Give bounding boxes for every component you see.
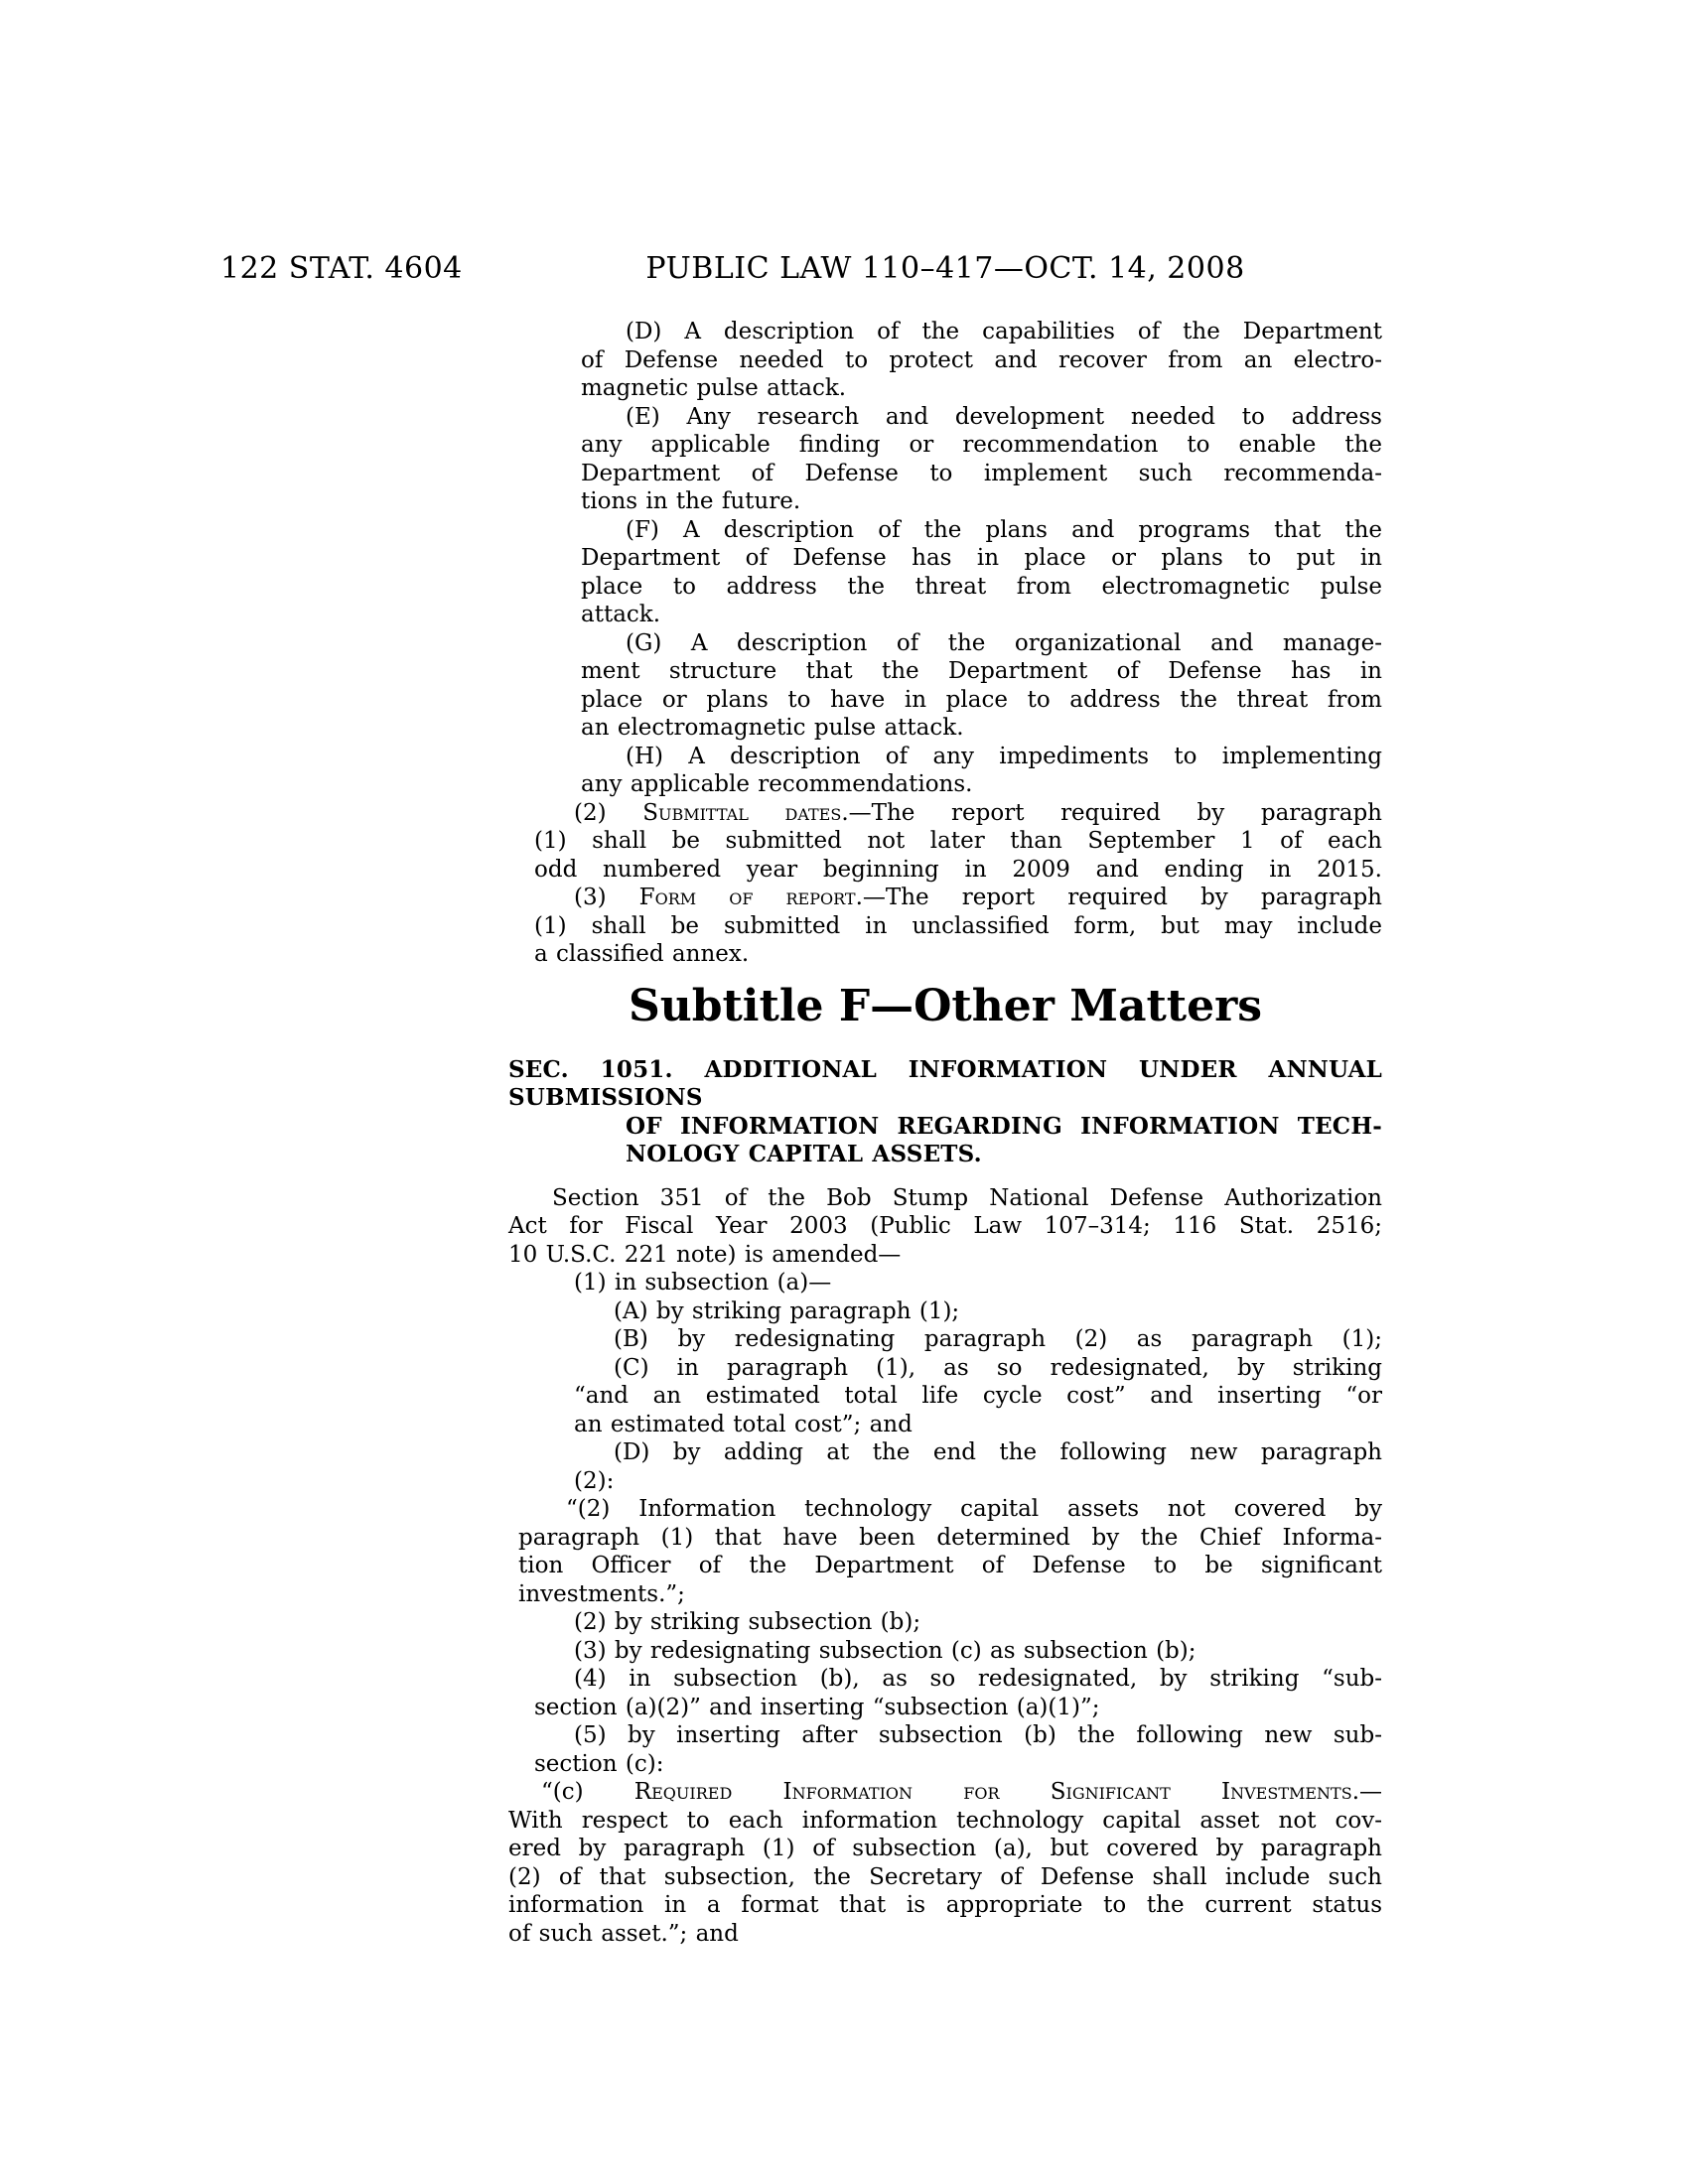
paragraph bbox=[508, 516, 1382, 629]
section-heading bbox=[508, 1056, 1382, 1169]
text-line: (1) in subsection (a)— bbox=[574, 1270, 832, 1296]
text-line: (2): bbox=[574, 1467, 615, 1494]
text-line: “(2) Information technology capital assets not covered by bbox=[566, 1496, 1382, 1522]
paragraph bbox=[508, 1354, 1382, 1439]
paragraph bbox=[508, 1637, 1382, 1666]
text-line: “and an estimated total life cycle cost” and inserting “or bbox=[574, 1383, 1382, 1409]
text-line: Section 351 of the Bob Stump National Defense Authorization bbox=[552, 1184, 1382, 1211]
text-line: magnetic pulse attack. bbox=[581, 375, 847, 401]
paragraph bbox=[508, 1184, 1382, 1270]
text-line: (D) A description of the capabilities of the Department bbox=[626, 319, 1382, 344]
subtitle-heading: Subtitle F—Other Matters bbox=[628, 980, 1263, 1031]
small-caps-text: equired bbox=[651, 1779, 733, 1805]
text-line: investments.”; bbox=[518, 1580, 685, 1607]
text-line: (A) by striking paragraph (1); bbox=[614, 1297, 960, 1324]
text-line: (E) Any research and development needed to address bbox=[626, 403, 1382, 430]
text-line: place to address the threat from electromagnetic pulse bbox=[581, 573, 1382, 600]
text-line: (D) by adding at the end the following new paragraph bbox=[614, 1439, 1382, 1465]
paragraph bbox=[508, 799, 1382, 885]
paragraph bbox=[508, 1608, 1382, 1637]
paragraph bbox=[508, 403, 1382, 516]
text-line: (2) Submittal dates.—The report required by paragraph bbox=[574, 799, 1382, 826]
text-line: (1) shall be submitted not later than September 1 of each bbox=[534, 828, 1382, 854]
small-caps-text: nvestments bbox=[1230, 1779, 1352, 1805]
paragraph bbox=[508, 1721, 1382, 1778]
text-line: Department of Defense has in place or plans to put in bbox=[581, 545, 1382, 571]
text-line: Act for Fiscal Year 2003 (Public Law 107–314; 116 Stat. 2516; bbox=[508, 1213, 1382, 1239]
small-caps-text: nformation for bbox=[791, 1779, 1000, 1805]
paragraph bbox=[508, 743, 1382, 799]
text-line: With respect to each information technology capital asset not cov- bbox=[508, 1807, 1382, 1834]
text-line: OF INFORMATION REGARDING INFORMATION TECH- bbox=[626, 1112, 1382, 1140]
text-line: (1) shall be submitted in unclassified form, but may include bbox=[534, 912, 1382, 939]
text-line: of Defense needed to protect and recover from an electro- bbox=[581, 346, 1382, 373]
text-line: (F) A description of the plans and programs that the bbox=[626, 516, 1382, 543]
text-line: (C) in paragraph (1), as so redesignated, by striking bbox=[614, 1354, 1382, 1381]
paragraph bbox=[508, 1438, 1382, 1495]
text-line: information in a format that is appropriate to the current status bbox=[508, 1892, 1382, 1918]
text-line: (3) by redesignating subsection (c) as subsection (b); bbox=[574, 1637, 1196, 1664]
text-line: paragraph (1) that have been determined by the Chief Informa- bbox=[518, 1524, 1382, 1551]
text-line: SEC. 1051. ADDITIONAL INFORMATION UNDER ANNUAL SUBMISSIONS bbox=[508, 1055, 1382, 1111]
text-line: any applicable recommendations. bbox=[581, 771, 973, 797]
text-line: section (c): bbox=[534, 1750, 664, 1777]
stat-page-number: 122 STAT. 4604 bbox=[220, 251, 463, 286]
text-line: “(c) Required Information for Significant Investments.— bbox=[541, 1779, 1382, 1805]
text-line: (4) in subsection (b), as so redesignated, by striking “sub- bbox=[574, 1666, 1382, 1692]
paragraph bbox=[508, 884, 1382, 969]
paragraph bbox=[508, 1778, 1382, 1948]
paragraph bbox=[508, 1495, 1382, 1608]
text-line: place or plans to have in place to address the threat from bbox=[581, 686, 1382, 713]
text-line: an estimated total cost”; and bbox=[574, 1411, 913, 1437]
text-column bbox=[508, 318, 1382, 1948]
text-line: odd numbered year beginning in 2009 and ending in 2015. bbox=[534, 856, 1382, 883]
small-caps-text: orm of report bbox=[654, 885, 856, 910]
small-caps-text: ignificant bbox=[1065, 1779, 1171, 1805]
paragraph bbox=[508, 629, 1382, 743]
text-line: of such asset.”; and bbox=[508, 1920, 739, 1947]
text-line: section (a)(2)” and inserting “subsection (a)(1)”; bbox=[534, 1694, 1100, 1720]
running-header: PUBLIC LAW 110–417—OCT. 14, 2008 bbox=[645, 251, 1245, 286]
paragraph bbox=[508, 1297, 1382, 1326]
text-line: (G) A description of the organizational and manage- bbox=[626, 629, 1382, 656]
paragraph bbox=[508, 1665, 1382, 1721]
text-line: any applicable finding or recommendation to enable the bbox=[581, 432, 1382, 458]
text-line: a classified annex. bbox=[534, 941, 750, 967]
text-line: Department of Defense to implement such recommenda- bbox=[581, 460, 1382, 486]
paragraph bbox=[508, 1269, 1382, 1297]
text-line: 10 U.S.C. 221 note) is amended— bbox=[508, 1241, 902, 1268]
text-line: (B) by redesignating paragraph (2) as paragraph (1); bbox=[614, 1326, 1382, 1352]
text-line: ment structure that the Department of Defense has in bbox=[581, 658, 1382, 684]
text-line: (5) by inserting after subsection (b) the following new sub- bbox=[574, 1722, 1382, 1748]
statute-body-bottom bbox=[508, 1184, 1382, 1949]
text-line: (2) by striking subsection (b); bbox=[574, 1609, 921, 1635]
small-caps-text: ubmittal dates bbox=[657, 799, 842, 826]
text-line: (3) Form of report.—The report required by paragraph bbox=[574, 885, 1382, 910]
text-line: ered by paragraph (1) of subsection (a), but covered by paragraph bbox=[508, 1836, 1382, 1861]
text-line: NOLOGY CAPITAL ASSETS. bbox=[626, 1141, 982, 1167]
paragraph bbox=[508, 318, 1382, 403]
text-line: tion Officer of the Department of Defense to be significant bbox=[518, 1553, 1382, 1578]
text-line: attack. bbox=[581, 602, 661, 627]
paragraph bbox=[508, 1325, 1382, 1354]
text-line: tions in the future. bbox=[581, 488, 801, 514]
text-line: (H) A description of any impediments to implementing bbox=[626, 743, 1382, 769]
statute-body-top bbox=[508, 318, 1382, 969]
text-line: an electromagnetic pulse attack. bbox=[581, 715, 964, 741]
text-line: (2) of that subsection, the Secretary of Defense shall include such bbox=[508, 1863, 1382, 1890]
